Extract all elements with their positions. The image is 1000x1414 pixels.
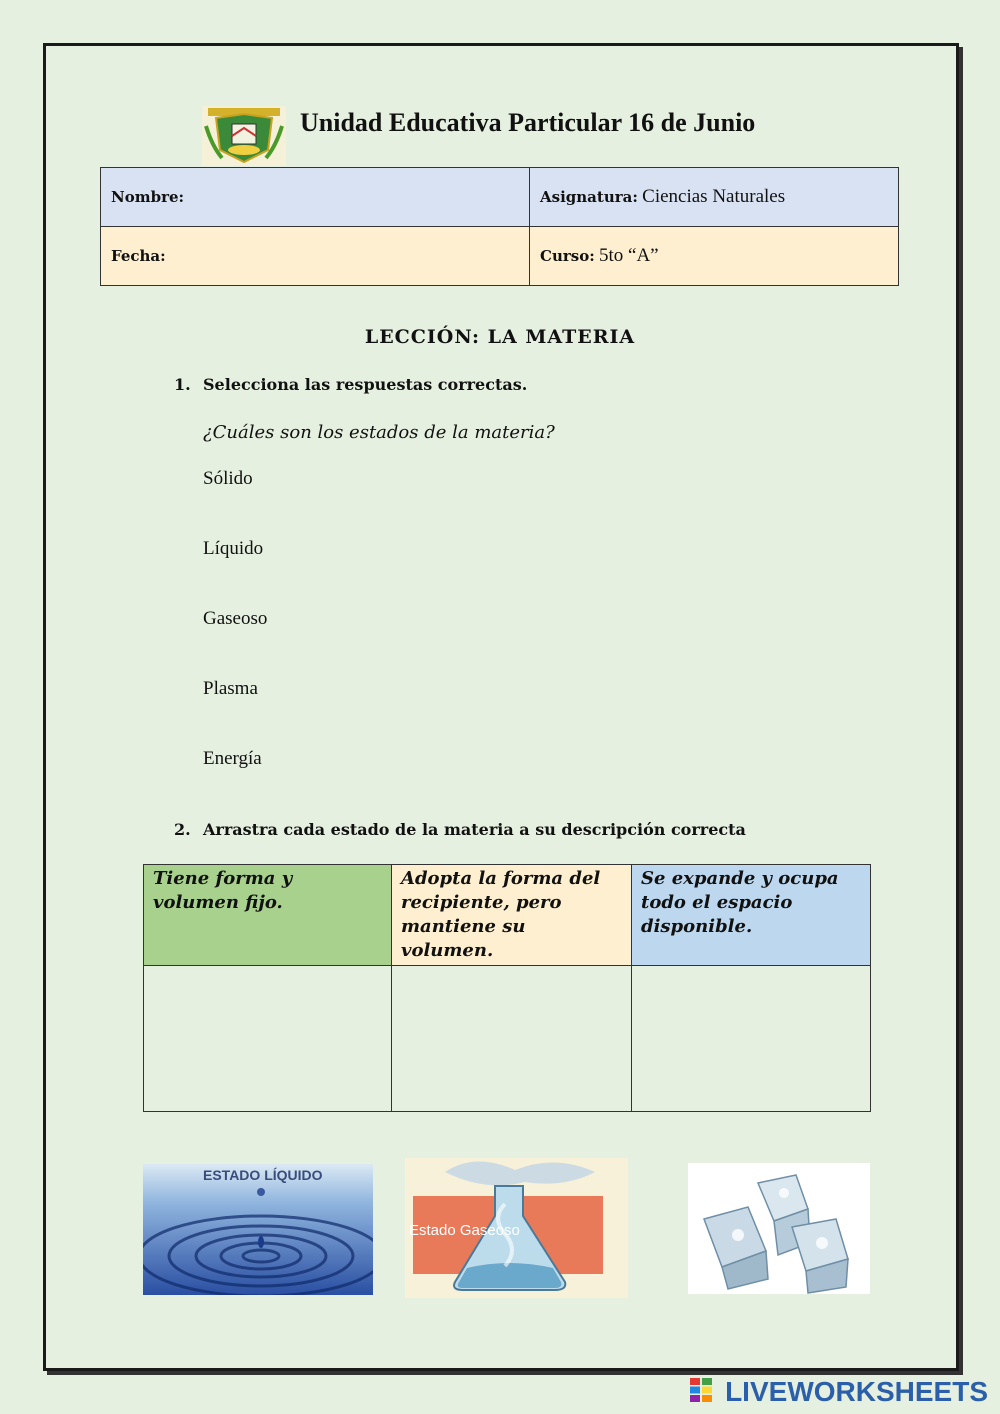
lesson-title: LECCIÓN: LA MATERIA: [364, 326, 636, 348]
question-1-instruction: Selecciona las respuestas correctas.: [203, 375, 528, 394]
liquid-image-label: ESTADO LÍQUIDO: [203, 1167, 323, 1183]
liveworksheets-logo-icon: [690, 1378, 712, 1402]
option-liquido[interactable]: Líquido: [203, 538, 264, 559]
liveworksheets-brand: LIVEWORKSHEETS: [725, 1376, 988, 1407]
question-1-number: 1.: [174, 375, 191, 394]
option-energia[interactable]: Energía: [203, 748, 262, 769]
question-2-instruction: Arrastra cada estado de la materia a su descripción correcta: [203, 820, 746, 839]
nombre-label: Nombre:: [111, 188, 185, 206]
school-title: Unidad Educativa Particular 16 de Junio: [300, 108, 756, 137]
drag-match-table: [143, 864, 871, 1112]
question-1-prompt: ¿Cuáles son los estados de la materia?: [203, 422, 555, 443]
asignatura-cell: [530, 168, 899, 227]
school-logo: [202, 106, 286, 166]
fecha-label: Fecha:: [111, 247, 166, 265]
gas-image-label: Estado Gaseoso: [409, 1222, 520, 1239]
water-ripple-image[interactable]: [143, 1164, 373, 1295]
drop-zone-liquid[interactable]: [392, 966, 632, 1112]
description-gas: Se expande y ocupa todo el espacio disponible.: [632, 865, 871, 966]
flask-gas-image[interactable]: [405, 1158, 628, 1298]
curso-label: Curso:: [540, 247, 595, 265]
drop-zone-solid[interactable]: [144, 966, 392, 1112]
asignatura-value: Ciencias Naturales: [642, 186, 786, 207]
asignatura-label: Asignatura:: [540, 188, 638, 206]
drop-zone-gas[interactable]: [632, 966, 871, 1112]
fecha-cell[interactable]: [101, 227, 530, 286]
option-plasma[interactable]: Plasma: [203, 678, 258, 699]
option-solido[interactable]: Sólido: [203, 468, 253, 489]
nombre-cell[interactable]: [101, 168, 530, 227]
ice-cubes-image[interactable]: [688, 1163, 870, 1294]
student-info-table: [100, 167, 899, 286]
curso-value: 5to “A”: [598, 245, 659, 266]
question-2-number: 2.: [174, 820, 191, 839]
description-solid: Tiene forma y volumen fijo.: [144, 865, 392, 966]
description-liquid: Adopta la forma del recipiente, pero mantiene su volumen.: [392, 865, 632, 966]
option-gaseoso[interactable]: Gaseoso: [203, 608, 268, 629]
curso-cell: [530, 227, 899, 286]
